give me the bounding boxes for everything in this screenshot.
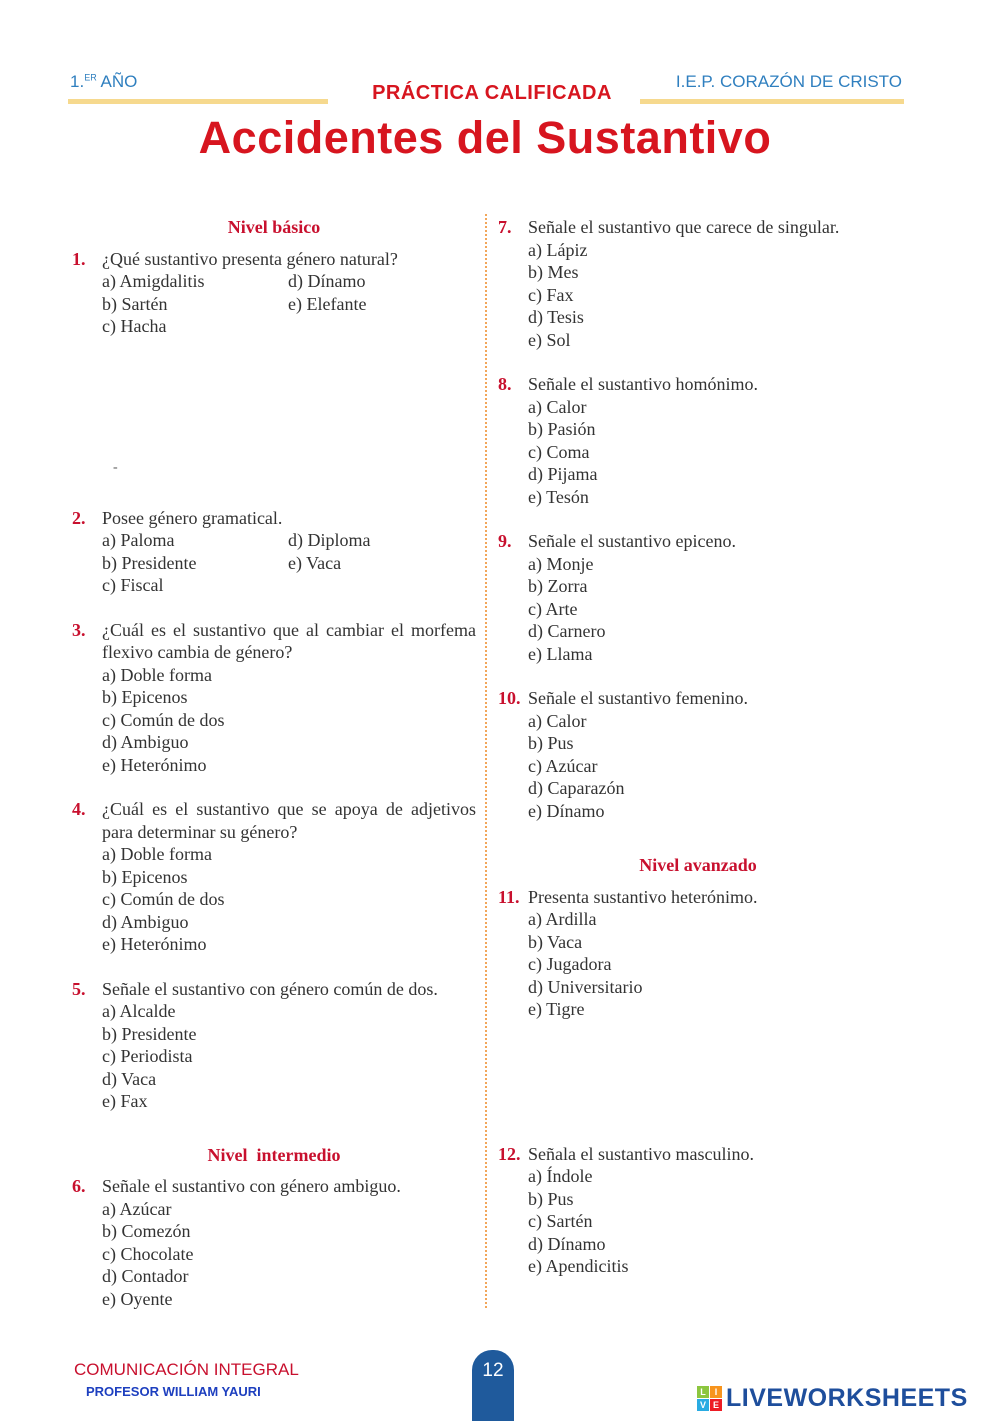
- question-10: [498, 687, 898, 822]
- option[interactable]: d) Carnero: [528, 621, 606, 641]
- question-text: Señale el sustantivo homónimo.: [528, 374, 758, 394]
- question-text: Señale el sustantivo con género ambiguo.: [102, 1176, 401, 1196]
- option[interactable]: d) Universitario: [528, 976, 643, 997]
- question-number: 2.: [72, 507, 86, 528]
- option[interactable]: e) Heterónimo: [102, 754, 207, 775]
- option[interactable]: e) Apendicitis: [528, 1256, 629, 1276]
- option[interactable]: c) Sartén: [528, 1211, 593, 1231]
- option[interactable]: c) Chocolate: [102, 1243, 194, 1264]
- section-heading-intermedio: Nivel intermedio: [207, 1144, 341, 1165]
- grade-label: 1.$^{ER}$ AÑO: [70, 72, 138, 91]
- right-column: [498, 216, 898, 1278]
- option[interactable]: b) Sartén: [102, 293, 168, 314]
- option[interactable]: d) Ambiguo: [102, 732, 189, 752]
- column-divider: [485, 214, 487, 1308]
- option[interactable]: e) Tigre: [528, 999, 585, 1019]
- option[interactable]: a) Calor: [528, 396, 587, 417]
- option[interactable]: e) Oyente: [102, 1288, 173, 1309]
- liveworksheets-logo-icon: L I V E: [697, 1386, 722, 1411]
- practice-label: PRÁCTICA CALIFICADA: [372, 82, 612, 104]
- question-number: 5.: [72, 978, 86, 999]
- question-text: Señale el sustantivo femenino.: [528, 688, 748, 708]
- option[interactable]: c) Común de dos: [102, 709, 225, 730]
- question-number: 12.: [498, 1143, 521, 1164]
- option[interactable]: a) Calor: [528, 710, 587, 731]
- option[interactable]: c) Azúcar: [528, 755, 598, 776]
- option[interactable]: a) Alcalde: [102, 1001, 176, 1021]
- question-number: 7.: [498, 217, 512, 237]
- option[interactable]: e) Elefante: [288, 293, 367, 314]
- question-11: [498, 886, 898, 1021]
- question-number: 4.: [72, 799, 86, 819]
- question-5: [72, 978, 476, 1113]
- question-number: 3.: [72, 619, 86, 640]
- option[interactable]: a) Azúcar: [102, 1198, 172, 1219]
- question-text: Señale el sustantivo que carece de singular.: [528, 217, 840, 237]
- option[interactable]: c) Hacha: [102, 316, 167, 336]
- option[interactable]: e) Dínamo: [528, 800, 605, 821]
- question-2: [72, 507, 476, 597]
- option[interactable]: d) Dínamo: [528, 1233, 606, 1254]
- option[interactable]: a) Lápiz: [528, 239, 588, 260]
- option[interactable]: e) Llama: [528, 643, 593, 664]
- option[interactable]: b) Comezón: [102, 1221, 191, 1241]
- question-text: ¿Cuál es el sustantivo que se apoya de adjetivos para determinar su género?: [102, 799, 476, 842]
- page-title: Accidentes del Sustantivo: [198, 112, 772, 163]
- question-12: [498, 1143, 898, 1278]
- option[interactable]: b) Zorra: [528, 576, 588, 596]
- question-7: [498, 216, 898, 351]
- option[interactable]: e) Fax: [102, 1091, 148, 1111]
- left-column: [72, 216, 476, 1310]
- option[interactable]: a) Amigdalitis: [102, 271, 205, 291]
- question-text: Posee género gramatical.: [102, 507, 283, 528]
- option[interactable]: d) Vaca: [102, 1068, 157, 1089]
- header-rule-right: [640, 99, 904, 104]
- question-text: Señale el sustantivo epiceno.: [528, 531, 736, 551]
- section-heading-basico: Nivel básico: [227, 217, 321, 237]
- option[interactable]: c) Fax: [528, 284, 574, 305]
- option[interactable]: e) Tesón: [528, 486, 589, 507]
- question-number: 10.: [498, 688, 521, 708]
- question-3: [72, 619, 476, 777]
- question-number: 8.: [498, 374, 512, 394]
- option[interactable]: c) Coma: [528, 441, 590, 462]
- school-name: I.E.P. CORAZÓN DE CRISTO: [675, 72, 902, 91]
- option[interactable]: a) Índole: [528, 1166, 593, 1186]
- question-8: [498, 373, 898, 508]
- stray-mark: -: [113, 460, 118, 475]
- option[interactable]: a) Ardilla: [528, 909, 597, 929]
- option[interactable]: e) Sol: [528, 329, 571, 350]
- question-number: 6.: [72, 1176, 86, 1196]
- option[interactable]: d) Ambiguo: [102, 911, 189, 932]
- question-9: [498, 530, 898, 665]
- option[interactable]: b) Mes: [528, 262, 579, 282]
- option[interactable]: b) Pus: [528, 733, 574, 753]
- option[interactable]: c) Periodista: [102, 1046, 193, 1066]
- option[interactable]: b) Presidente: [102, 552, 197, 573]
- question-number: 11.: [498, 886, 520, 907]
- option[interactable]: d) Contador: [102, 1266, 189, 1286]
- option[interactable]: e) Heterónimo: [102, 934, 207, 954]
- option[interactable]: a) Paloma: [102, 530, 175, 550]
- question-4: [72, 798, 476, 956]
- option[interactable]: b) Vaca: [528, 931, 583, 952]
- option[interactable]: c) Común de dos: [102, 889, 225, 909]
- liveworksheets-text: LIVEWORKSHEETS: [726, 1384, 968, 1412]
- option[interactable]: c) Fiscal: [102, 575, 164, 595]
- option[interactable]: a) Doble forma: [102, 664, 212, 685]
- question-1: [72, 248, 476, 338]
- option[interactable]: a) Doble forma: [102, 844, 212, 864]
- option[interactable]: d) Tesis: [528, 307, 584, 327]
- section-heading-avanzado: Nivel avanzado: [639, 855, 757, 875]
- option[interactable]: d) Diploma: [288, 530, 371, 550]
- question-text: ¿Qué sustantivo presenta género natural?: [102, 248, 398, 269]
- liveworksheets-watermark: [697, 1384, 968, 1413]
- question-text: Señala el sustantivo masculino.: [528, 1143, 754, 1164]
- option[interactable]: c) Arte: [528, 598, 578, 619]
- question-6: [72, 1175, 476, 1310]
- option[interactable]: b) Epicenos: [102, 687, 188, 707]
- footer-subject: COMUNICACIÓN INTEGRAL: [74, 1360, 299, 1379]
- page-number: 12: [472, 1350, 514, 1421]
- option[interactable]: a) Monje: [528, 553, 594, 574]
- option[interactable]: d) Dínamo: [288, 271, 366, 291]
- option[interactable]: b) Presidente: [102, 1023, 197, 1044]
- question-number: 1.: [72, 248, 86, 269]
- option[interactable]: d) Caparazón: [528, 778, 625, 798]
- footer-teacher: PROFESOR WILLIAM YAURI: [86, 1384, 261, 1399]
- question-text: Señale el sustantivo con género común de dos.: [102, 978, 438, 999]
- option[interactable]: b) Pus: [528, 1188, 574, 1209]
- option[interactable]: b) Pasión: [528, 419, 596, 439]
- option[interactable]: b) Epicenos: [102, 866, 188, 887]
- question-text: ¿Cuál es el sustantivo que al cambiar el morfema flexivo cambia de género?: [102, 619, 476, 662]
- question-text: Presenta sustantivo heterónimo.: [528, 886, 758, 907]
- question-number: 9.: [498, 531, 512, 551]
- option[interactable]: c) Jugadora: [528, 954, 612, 974]
- option[interactable]: e) Vaca: [288, 552, 342, 573]
- option[interactable]: d) Pijama: [528, 464, 598, 484]
